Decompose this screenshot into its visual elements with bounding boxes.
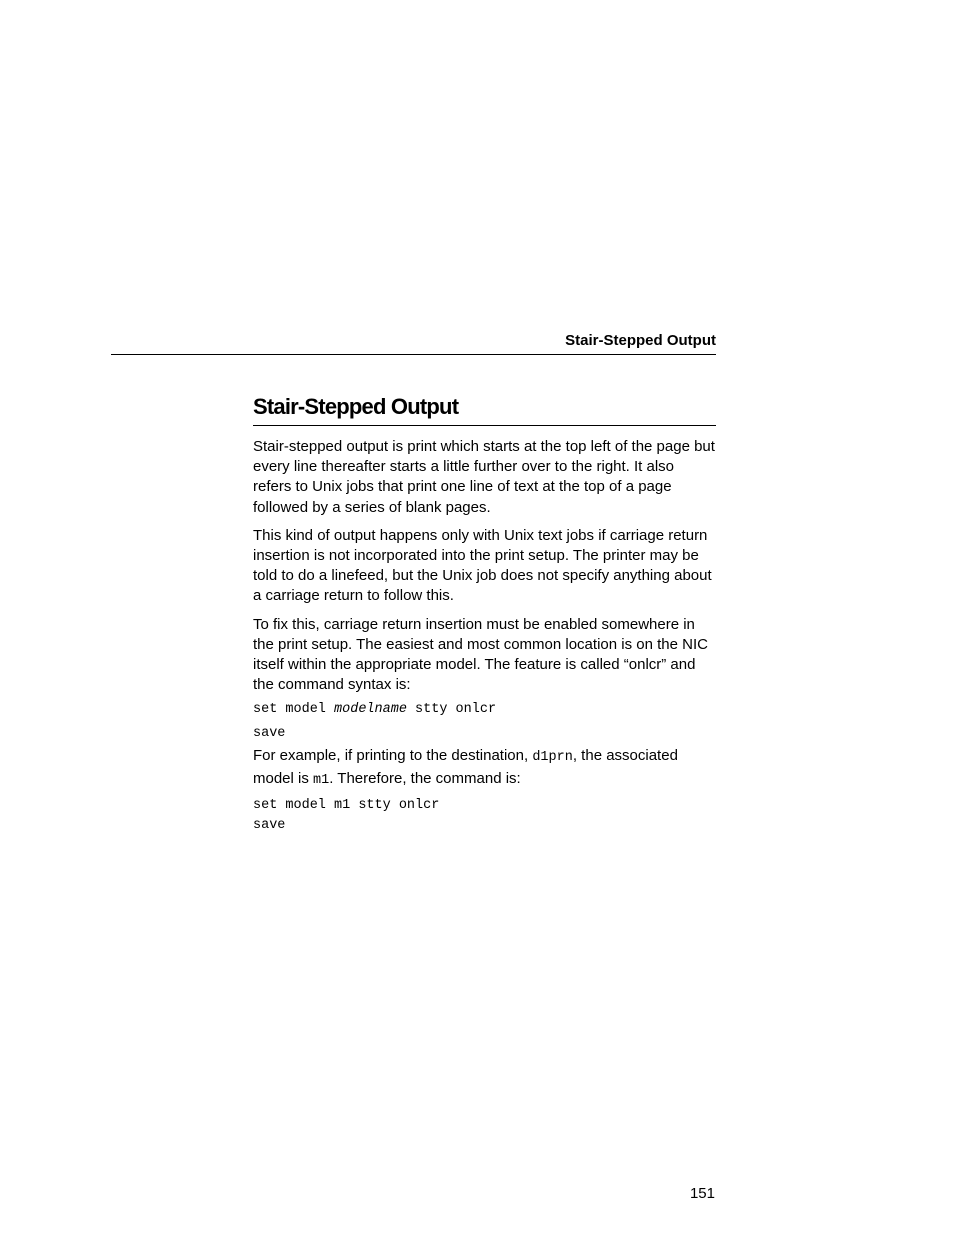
- section-title: Stair-Stepped Output: [253, 393, 716, 426]
- paragraph-fix: To fix this, carriage return insertion must be enabled somewhere in the print setup. The easiest and most common location is on the NIC itself within the appropriate model. The feature is called “onlcr” and the command syntax is:: [253, 615, 708, 694]
- running-header: [111, 330, 716, 355]
- code-syntax-save: save: [253, 726, 286, 742]
- example-text-2: , the associated model is: [253, 747, 678, 787]
- example-text-3: . Therefore, the command is:: [329, 769, 521, 787]
- code-syntax-placeholder: modelname: [334, 702, 407, 718]
- code-syntax-line: [253, 700, 716, 720]
- code-syntax-prefix: set model: [253, 702, 335, 718]
- page-number: 151: [689, 1185, 715, 1202]
- paragraph-cause: This kind of output happens only with Unix text jobs if carriage return insertion is not incorporated into the print setup. The printer may be told to do a linefeed, but the Unix job does not specify anything about a carriage return to follow this.: [253, 526, 712, 605]
- code-example-line-2: save: [253, 817, 286, 833]
- example-text-1: For example, if printing to the destination,: [253, 747, 533, 765]
- code-syntax-suffix: stty onlcr: [406, 702, 497, 718]
- running-header-title: Stair-Stepped Output: [565, 332, 716, 349]
- inline-code-destination: d1prn: [532, 750, 573, 766]
- code-example-line-1: set model m1 stty onlcr: [253, 797, 440, 813]
- main-content: [253, 393, 716, 836]
- paragraph-example: [253, 746, 716, 790]
- paragraph-definition: Stair-stepped output is print which starts at the top left of the page but every line thereafter starts a little further over to the right. It also refers to Unix jobs that print one line of text at the top of a page followed by a series of blank pages.: [253, 438, 715, 516]
- inline-code-model: m1: [313, 772, 330, 788]
